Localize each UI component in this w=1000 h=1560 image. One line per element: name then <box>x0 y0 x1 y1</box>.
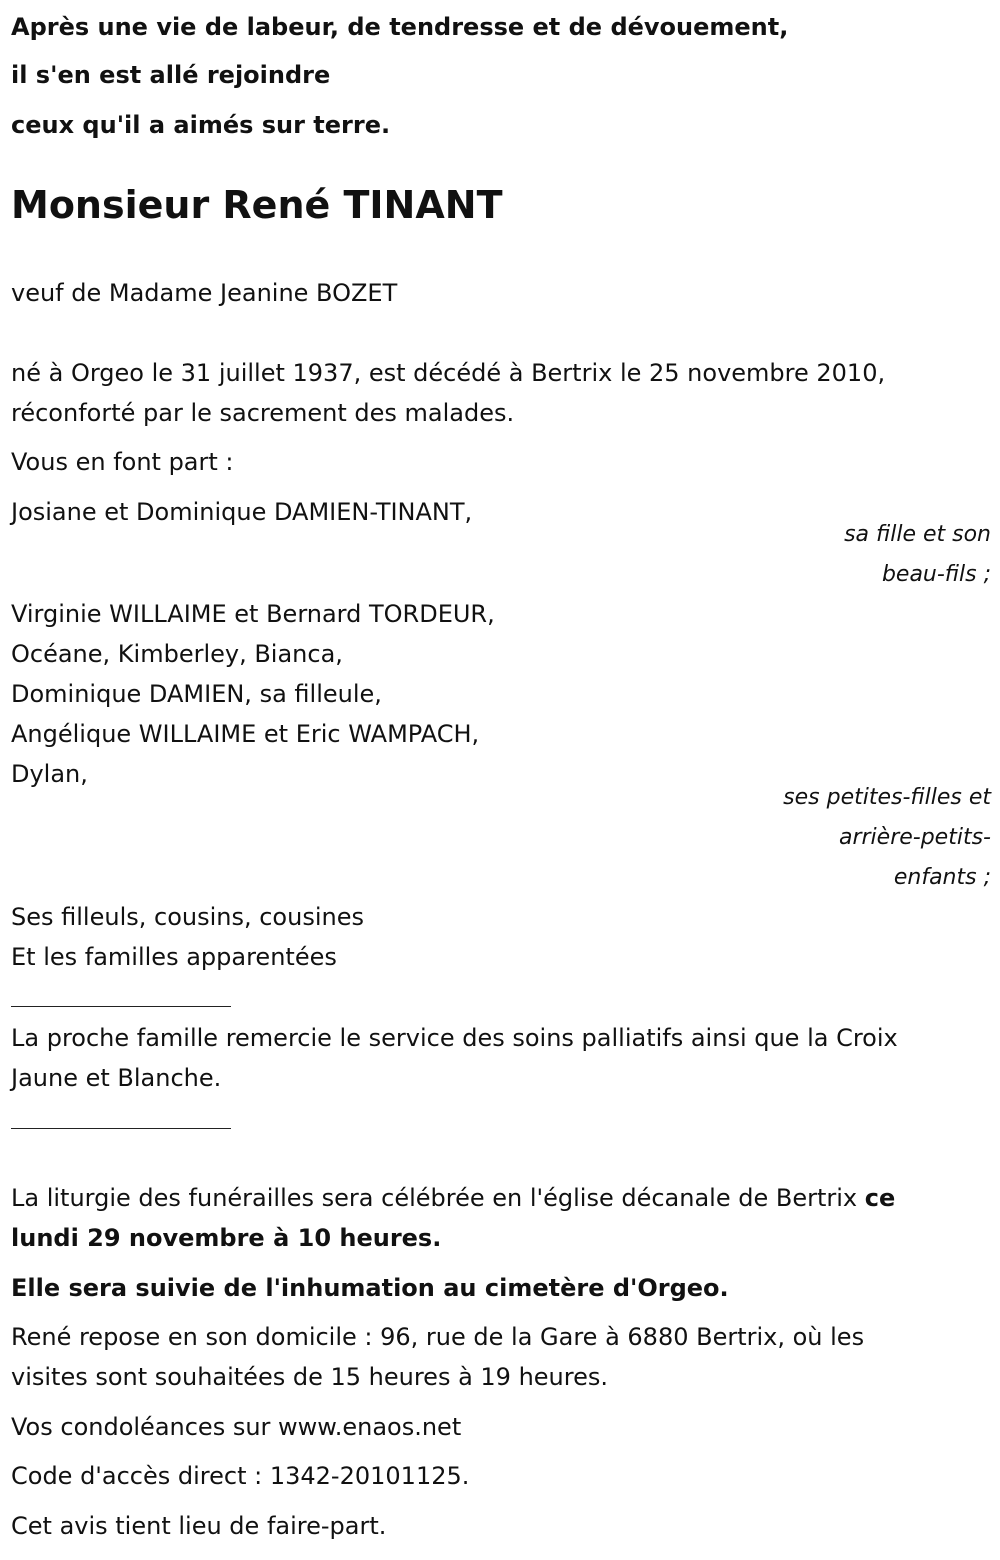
notice-line: Cet avis tient lieu de faire-part. <box>11 1512 387 1540</box>
spouse-line: veuf de Madame Jeanine BOZET <box>11 279 398 307</box>
family-member: Josiane et Dominique DAMIEN-TINANT, <box>11 498 473 526</box>
relation-label: enfants ; <box>893 865 991 890</box>
announcement-intro: Vous en font part : <box>11 448 234 476</box>
thanks-line-2: Jaune et Blanche. <box>11 1064 222 1092</box>
ceremony-date-start: ce <box>864 1184 896 1212</box>
separator-line <box>11 1006 231 1007</box>
deceased-name: Monsieur René TINANT <box>11 183 503 227</box>
family-member: Ses filleuls, cousins, cousines <box>11 903 364 931</box>
intro-line-1: Après une vie de labeur, de tendresse et de dévouement, <box>11 13 789 41</box>
family-member: Et les familles apparentées <box>11 943 337 971</box>
family-member: Dominique DAMIEN, sa filleule, <box>11 680 382 708</box>
visits-line-2: visites sont souhaitées de 15 heures à 19 heures. <box>11 1363 608 1391</box>
ceremony-text: La liturgie des funérailles sera célébrée en l'église décanale de Bertrix <box>11 1184 865 1212</box>
ceremony-line-1 <box>11 1183 895 1213</box>
relation-label: ses petites-filles et <box>783 785 991 810</box>
sacrament-line: réconforté par le sacrement des malades. <box>11 399 515 427</box>
family-member: Océane, Kimberley, Bianca, <box>11 640 343 668</box>
intro-line-3: ceux qu'il a aimés sur terre. <box>11 111 391 139</box>
family-member: Dylan, <box>11 760 88 788</box>
relation-label: sa fille et son <box>844 522 991 547</box>
family-member: Angélique WILLAIME et Eric WAMPACH, <box>11 720 480 748</box>
relation-label: arrière-petits- <box>838 825 991 850</box>
access-code: Code d'accès direct : 1342-20101125. <box>11 1462 470 1490</box>
thanks-line-1: La proche famille remercie le service des soins palliatifs ainsi que la Croix <box>11 1024 898 1052</box>
birth-death-line: né à Orgeo le 31 juillet 1937, est décédé à Bertrix le 25 novembre 2010, <box>11 359 886 387</box>
ceremony-date: lundi 29 novembre à 10 heures. <box>11 1224 442 1252</box>
intro-line-2: il s'en est allé rejoindre <box>11 61 331 89</box>
burial-line: Elle sera suivie de l'inhumation au cimetère d'Orgeo. <box>11 1274 729 1302</box>
relation-label: beau-fils ; <box>881 562 991 587</box>
family-member: Virginie WILLAIME et Bernard TORDEUR, <box>11 600 495 628</box>
separator-line <box>11 1128 231 1129</box>
visits-line-1: René repose en son domicile : 96, rue de la Gare à 6880 Bertrix, où les <box>11 1323 865 1351</box>
condolences-website: Vos condoléances sur www.enaos.net <box>11 1413 462 1441</box>
